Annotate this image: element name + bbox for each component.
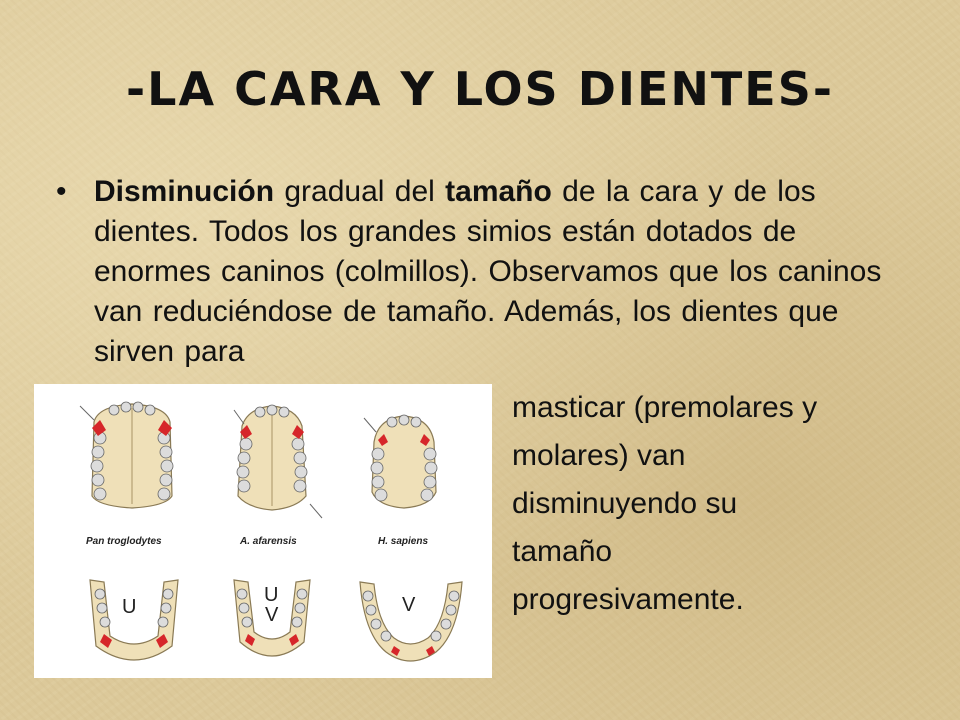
jaws-illustration <box>34 384 492 678</box>
bold-term-disminucion: Disminución <box>94 175 275 208</box>
jaw-shape-letter: V <box>265 604 279 626</box>
continuation-line: disminuyendo su <box>512 487 738 520</box>
bold-term-tamano: tamaño <box>445 175 552 208</box>
jaw-shape-letter: U <box>264 584 279 606</box>
upper-jaw-pan <box>80 402 173 508</box>
continuation-line: masticar (premolares y <box>512 391 818 424</box>
upper-jaw-afarensis <box>234 405 322 518</box>
jaw-shape-letter: V <box>402 594 416 616</box>
jaws-comparison-figure <box>34 384 492 678</box>
continuation-text <box>512 384 932 624</box>
bullet-text <box>94 172 906 372</box>
label-h-sapiens: H. sapiens <box>378 536 429 547</box>
label-pan-troglodytes: Pan troglodytes <box>86 536 162 547</box>
bullet-text-part-2: de la cara y de los dientes. Todos los grandes simios están dotados de enormes caninos (colmillos). Observamos que los caninos van reduciéndose de tamaño. Además, los dientes que sirven para <box>94 175 882 368</box>
bullet-text-part-1: gradual del <box>274 175 446 208</box>
bullet-paragraph <box>56 172 906 372</box>
slide-title: -LA CARA Y LOS DIENTES- <box>126 62 834 116</box>
jaw-shape-letter: U <box>122 596 137 618</box>
label-a-afarensis: A. afarensis <box>240 536 297 547</box>
lower-jaw-pan <box>90 580 178 660</box>
continuation-line: molares) van <box>512 439 686 472</box>
continuation-line: progresivamente. <box>512 583 744 616</box>
bullet-marker: • <box>56 175 67 208</box>
upper-jaw-sapiens <box>364 415 437 508</box>
continuation-line: tamaño <box>512 535 613 568</box>
